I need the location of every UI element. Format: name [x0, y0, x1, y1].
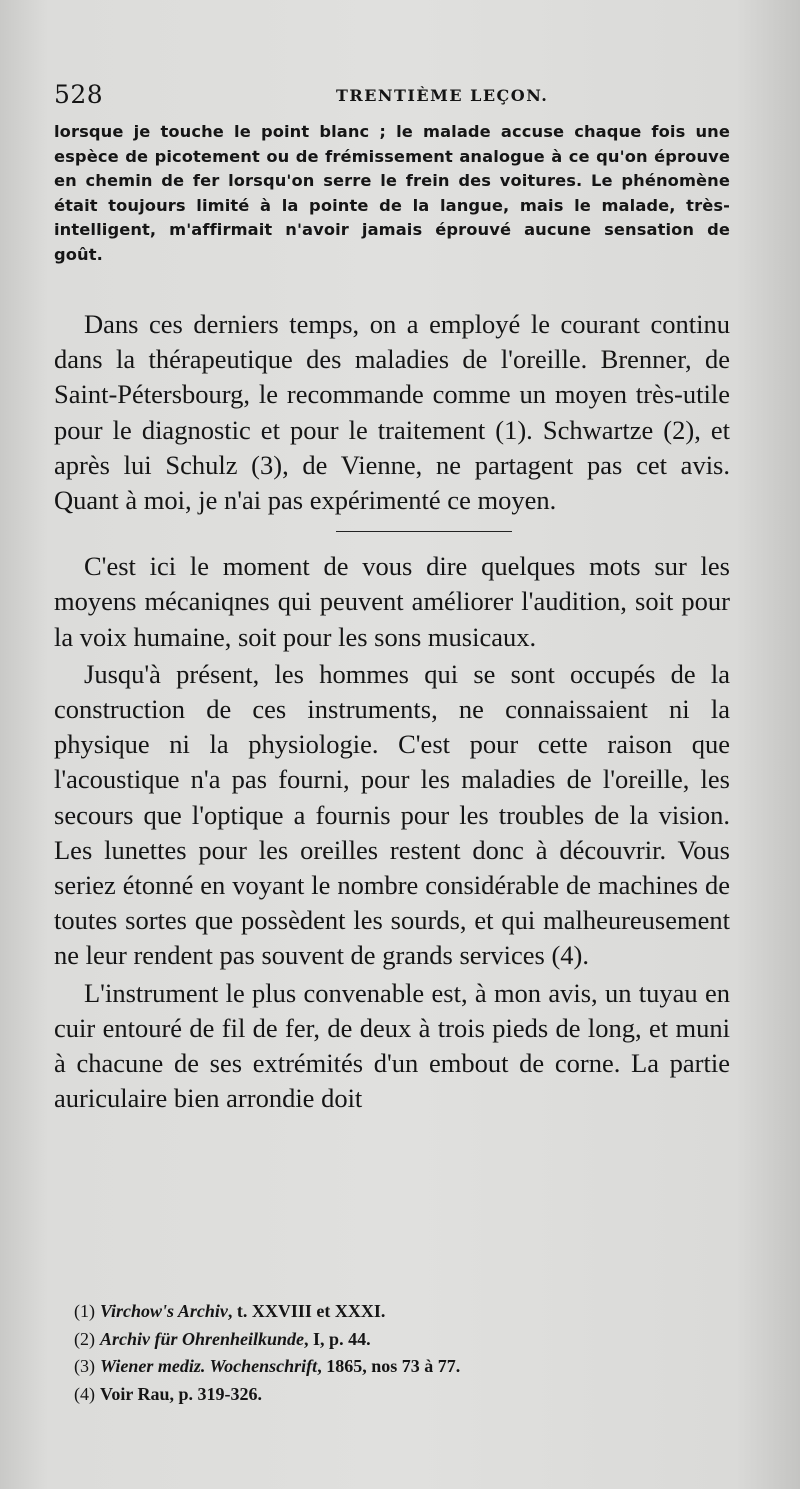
- paragraph-moyens-mecaniques: C'est ici le moment de vous dire quelques mots sur les moyens mécaniqnes qui peuvent améliorer l'audition, soit pour la voix humaine, soit pour les sons musicaux.: [54, 551, 730, 652]
- paragraph-instrument-convenable: L'instrument le plus convenable est, à mon avis, un tuyau en cuir entouré de fil de fer, de deux à trois pieds de long, et muni à chacune de ses extrémités d'un embout de corne. La partie auriculaire bien arrondie doit: [54, 977, 730, 1114]
- footnote: [74, 1326, 714, 1354]
- footnotes: [74, 1298, 714, 1408]
- page-header: [54, 80, 734, 110]
- footnote-text: Voir Rau, p. 319-326.: [100, 1383, 263, 1404]
- footnote-text: , t. XXVIII et XXXI.: [227, 1301, 386, 1321]
- paragraph-instruments: Jusqu'à présent, les hommes qui se sont occupés de la construction de ces instruments, ne connaissaient ni la physique ni la physiologie. C'est pour cette raison que l'acoustique n'a pas fourni, pour les maladies de l'oreille, les secours que l'optique a fournis pour les troubles de la vision. Les lunettes pour les oreilles restent donc à découvrir. Vous seriez étonné en voyant le nombre considérable de machines de toutes sortes que possèdent les sourds, et qui malheureusement ne leur rendent pas souvent de grands services (4).: [54, 658, 730, 971]
- main-text: [54, 307, 730, 1116]
- paragraph-courant-continu: Dans ces derniers temps, on a employé le courant continu dans la thérapeutique des maladies de l'oreille. Brenner, de Saint-Pétersbourg, le recommande comme un moyen très-utile pour le diagnostic et pour le traitement (1). Schwartze (2), et après lui Schulz (3), de Vienne, ne partagent pas cet avis. Quant à moi, je n'ai pas expérimenté ce moyen.: [54, 309, 730, 516]
- page-number: 528: [54, 80, 104, 109]
- intro-text: lorsque je touche le point blanc ; le malade accuse chaque fois une espèce de picotement ou de frémissement analogue à ce qu'on éprouve en chemin de fer lorsqu'on serre le frein des voitures. Le phénomène était toujours limité à la pointe de la langue, mais le malade, très-intelligent, m'affirmait n'avoir jamais éprouvé aucune sensation de goût.: [54, 122, 730, 264]
- footnote: [74, 1298, 714, 1326]
- footnote: [74, 1381, 714, 1409]
- footnote-mark: (3): [74, 1356, 95, 1376]
- footnote-title: Virchow's Archiv: [100, 1301, 228, 1321]
- footnote-mark: (2): [74, 1328, 95, 1349]
- section-divider: [336, 531, 512, 532]
- footnote-mark: (1): [74, 1301, 95, 1321]
- footnote-title: Wiener mediz. Wochenschrift: [100, 1356, 318, 1376]
- footnote-text: , 1865, nos 73 à 77.: [317, 1356, 461, 1376]
- continued-paragraph: [54, 120, 730, 268]
- running-title: TRENTIÈME LEÇON.: [336, 86, 549, 105]
- footnote-text: , I, p. 44.: [304, 1328, 371, 1349]
- footnote: [74, 1353, 714, 1381]
- footnote-title: Archiv für Ohrenheilkunde: [100, 1328, 305, 1349]
- footnote-mark: (4): [74, 1383, 95, 1404]
